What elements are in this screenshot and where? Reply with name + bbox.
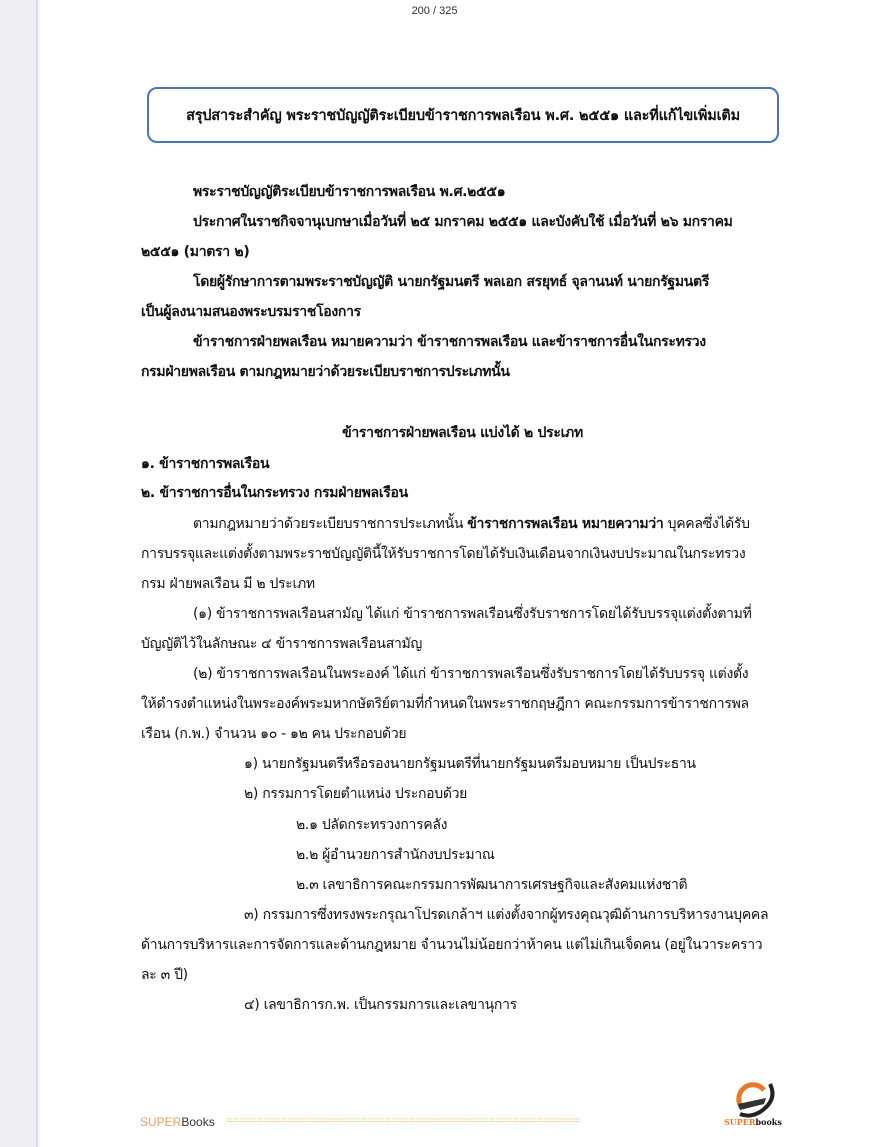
superbooks-logo-text	[724, 1117, 782, 1127]
definition-text-post: บุคคลซึ่งได้รับ	[663, 516, 750, 532]
page-indicator: 200 / 325	[411, 5, 458, 17]
definition-term: ข้าราชการพลเรือน หมายความว่า	[467, 516, 664, 532]
definition-text-pre: ตามกฎหมายว่าด้วยระเบียบราชการประเภทนั้น	[193, 516, 468, 532]
publication-line-2: ๒๕๕๑ (มาตรา ๒)	[141, 244, 250, 260]
definition-civil-line-1: ข้าราชการฝ่ายพลเรือน หมายความว่า ข้าราชการพลเรือน และข้าราชการอื่นในกระทรวง	[193, 334, 706, 350]
document-title: สรุปสาระสำคัญ พระราชบัญญัติระเบียบข้าราชการพลเรือน พ.ศ. ๒๕๕๑ และที่แก้ไขเพิ่มเติม	[186, 107, 740, 124]
committee-item-3-line-2: ด้านการบริหารและการจัดการและด้านกฎหมาย จำนวนไม่น้อยกว่าห้าคน แต่ไม่เกินเจ็ดคน (อยู่ในวาระคราว	[141, 937, 763, 953]
category-1-line-1: (๑) ข้าราชการพลเรือนสามัญ ได้แก่ ข้าราชการพลเรือนซึ่งรับราชการโดยได้รับบรรจุแต่งตั้งตามที่	[193, 606, 752, 622]
definition-line-2: การบรรจุและแต่งตั้งตามพระราชบัญญัตินี้ให้รับราชการโดยได้รับเงินเดือนจากเงินงบประมาณในกระทรวง	[141, 546, 746, 562]
category-1-line-2: บัญญัติไว้ในลักษณะ ๔ ข้าราชการพลเรือนสามัญ	[141, 636, 423, 652]
definition-line-1	[193, 513, 750, 535]
committee-item-4: ๔) เลขาธิการก.พ. เป็นกรรมการและเลขานุการ	[244, 997, 517, 1013]
definition-civil-line-2: กรมฝ่ายพลเรือน ตามกฎหมายว่าด้วยระเบียบราชการประเภทนั้น	[141, 364, 510, 380]
committee-item-2: ๒) กรรมการโดยตำแหน่ง ประกอบด้วย	[244, 786, 468, 802]
category-2-line-1: (๒) ข้าราชการพลเรือนในพระองค์ ได้แก่ ข้าราชการพลเรือนซึ่งรับราชการโดยได้รับบรรจุ แต่งตั้ง	[193, 666, 749, 682]
footer-rule: ==========================================================	[226, 1116, 580, 1128]
category-2-line-2: ให้ดำรงตำแหน่งในพระองค์พระมหากษัตริย์ตามที่กำหนดในพระราชกฤษฎีกา คณะกรรมการข้าราชการพล	[141, 696, 749, 712]
logo-text-books: books	[755, 1117, 782, 1127]
signatory-line-2: เป็นผู้ลงนามสนองพระบรมราชโองการ	[141, 304, 361, 320]
logo-text-super: SUPER	[724, 1117, 756, 1127]
committee-subitem-2-1: ๒.๑ ปลัดกระทรวงการคลัง	[296, 817, 448, 833]
viewer-gutter	[0, 0, 38, 1147]
type-item-2: ๒. ข้าราชการอื่นในกระทรวง กรมฝ่ายพลเรือน	[141, 485, 408, 501]
committee-subitem-2-3: ๒.๓ เลขาธิการคณะกรรมการพัฒนาการเศรษฐกิจและสังคมแห่งชาติ	[296, 877, 688, 893]
publication-line-1: ประกาศในราชกิจจานุเบกษาเมื่อวันที่ ๒๕ มกราคม ๒๕๕๑ และบังคับใช้ เมื่อวันที่ ๒๖ มกราคม	[193, 214, 733, 230]
category-2-line-3: เรือน (ก.พ.) จำนวน ๑๐ - ๑๒ คน ประกอบด้วย	[141, 726, 407, 742]
section-heading: ข้าราชการฝ่ายพลเรือน แบ่งได้ ๒ ประเภท	[342, 425, 583, 441]
committee-subitem-2-2: ๒.๒ ผู้อำนวยการสำนักงบประมาณ	[296, 847, 495, 863]
title-box	[147, 87, 779, 143]
type-item-1: ๑. ข้าราชการพลเรือน	[141, 456, 270, 472]
committee-item-3-line-1: ๓) กรรมการซึ่งทรงพระกรุณาโปรดเกล้าฯ แต่งตั้งจากผู้ทรงคุณวุฒิด้านการบริหารงานบุคคล	[244, 907, 769, 923]
signatory-line-1: โดยผู้รักษาการตามพระราชบัญญัติ นายกรัฐมนตรี พลเอก สรยุทธ์ จุลานนท์ นายกรัฐมนตรี	[193, 274, 710, 290]
footer-brand-super: SUPER	[140, 1115, 182, 1129]
committee-item-3-line-3: ละ ๓ ปี)	[141, 967, 188, 983]
definition-line-3: กรม ฝ่ายพลเรือน มี ๒ ประเภท	[141, 576, 315, 592]
footer-brand	[140, 1115, 215, 1129]
act-name: พระราชบัญญัติระเบียบข้าราชการพลเรือน พ.ศ.๒๕๕๑	[193, 184, 506, 200]
committee-item-1: ๑) นายกรัฐมนตรีหรือรองนายกรัฐมนตรีที่นายกรัฐมนตรีมอบหมาย เป็นประธาน	[244, 756, 696, 772]
footer-brand-books: Books	[181, 1115, 215, 1129]
